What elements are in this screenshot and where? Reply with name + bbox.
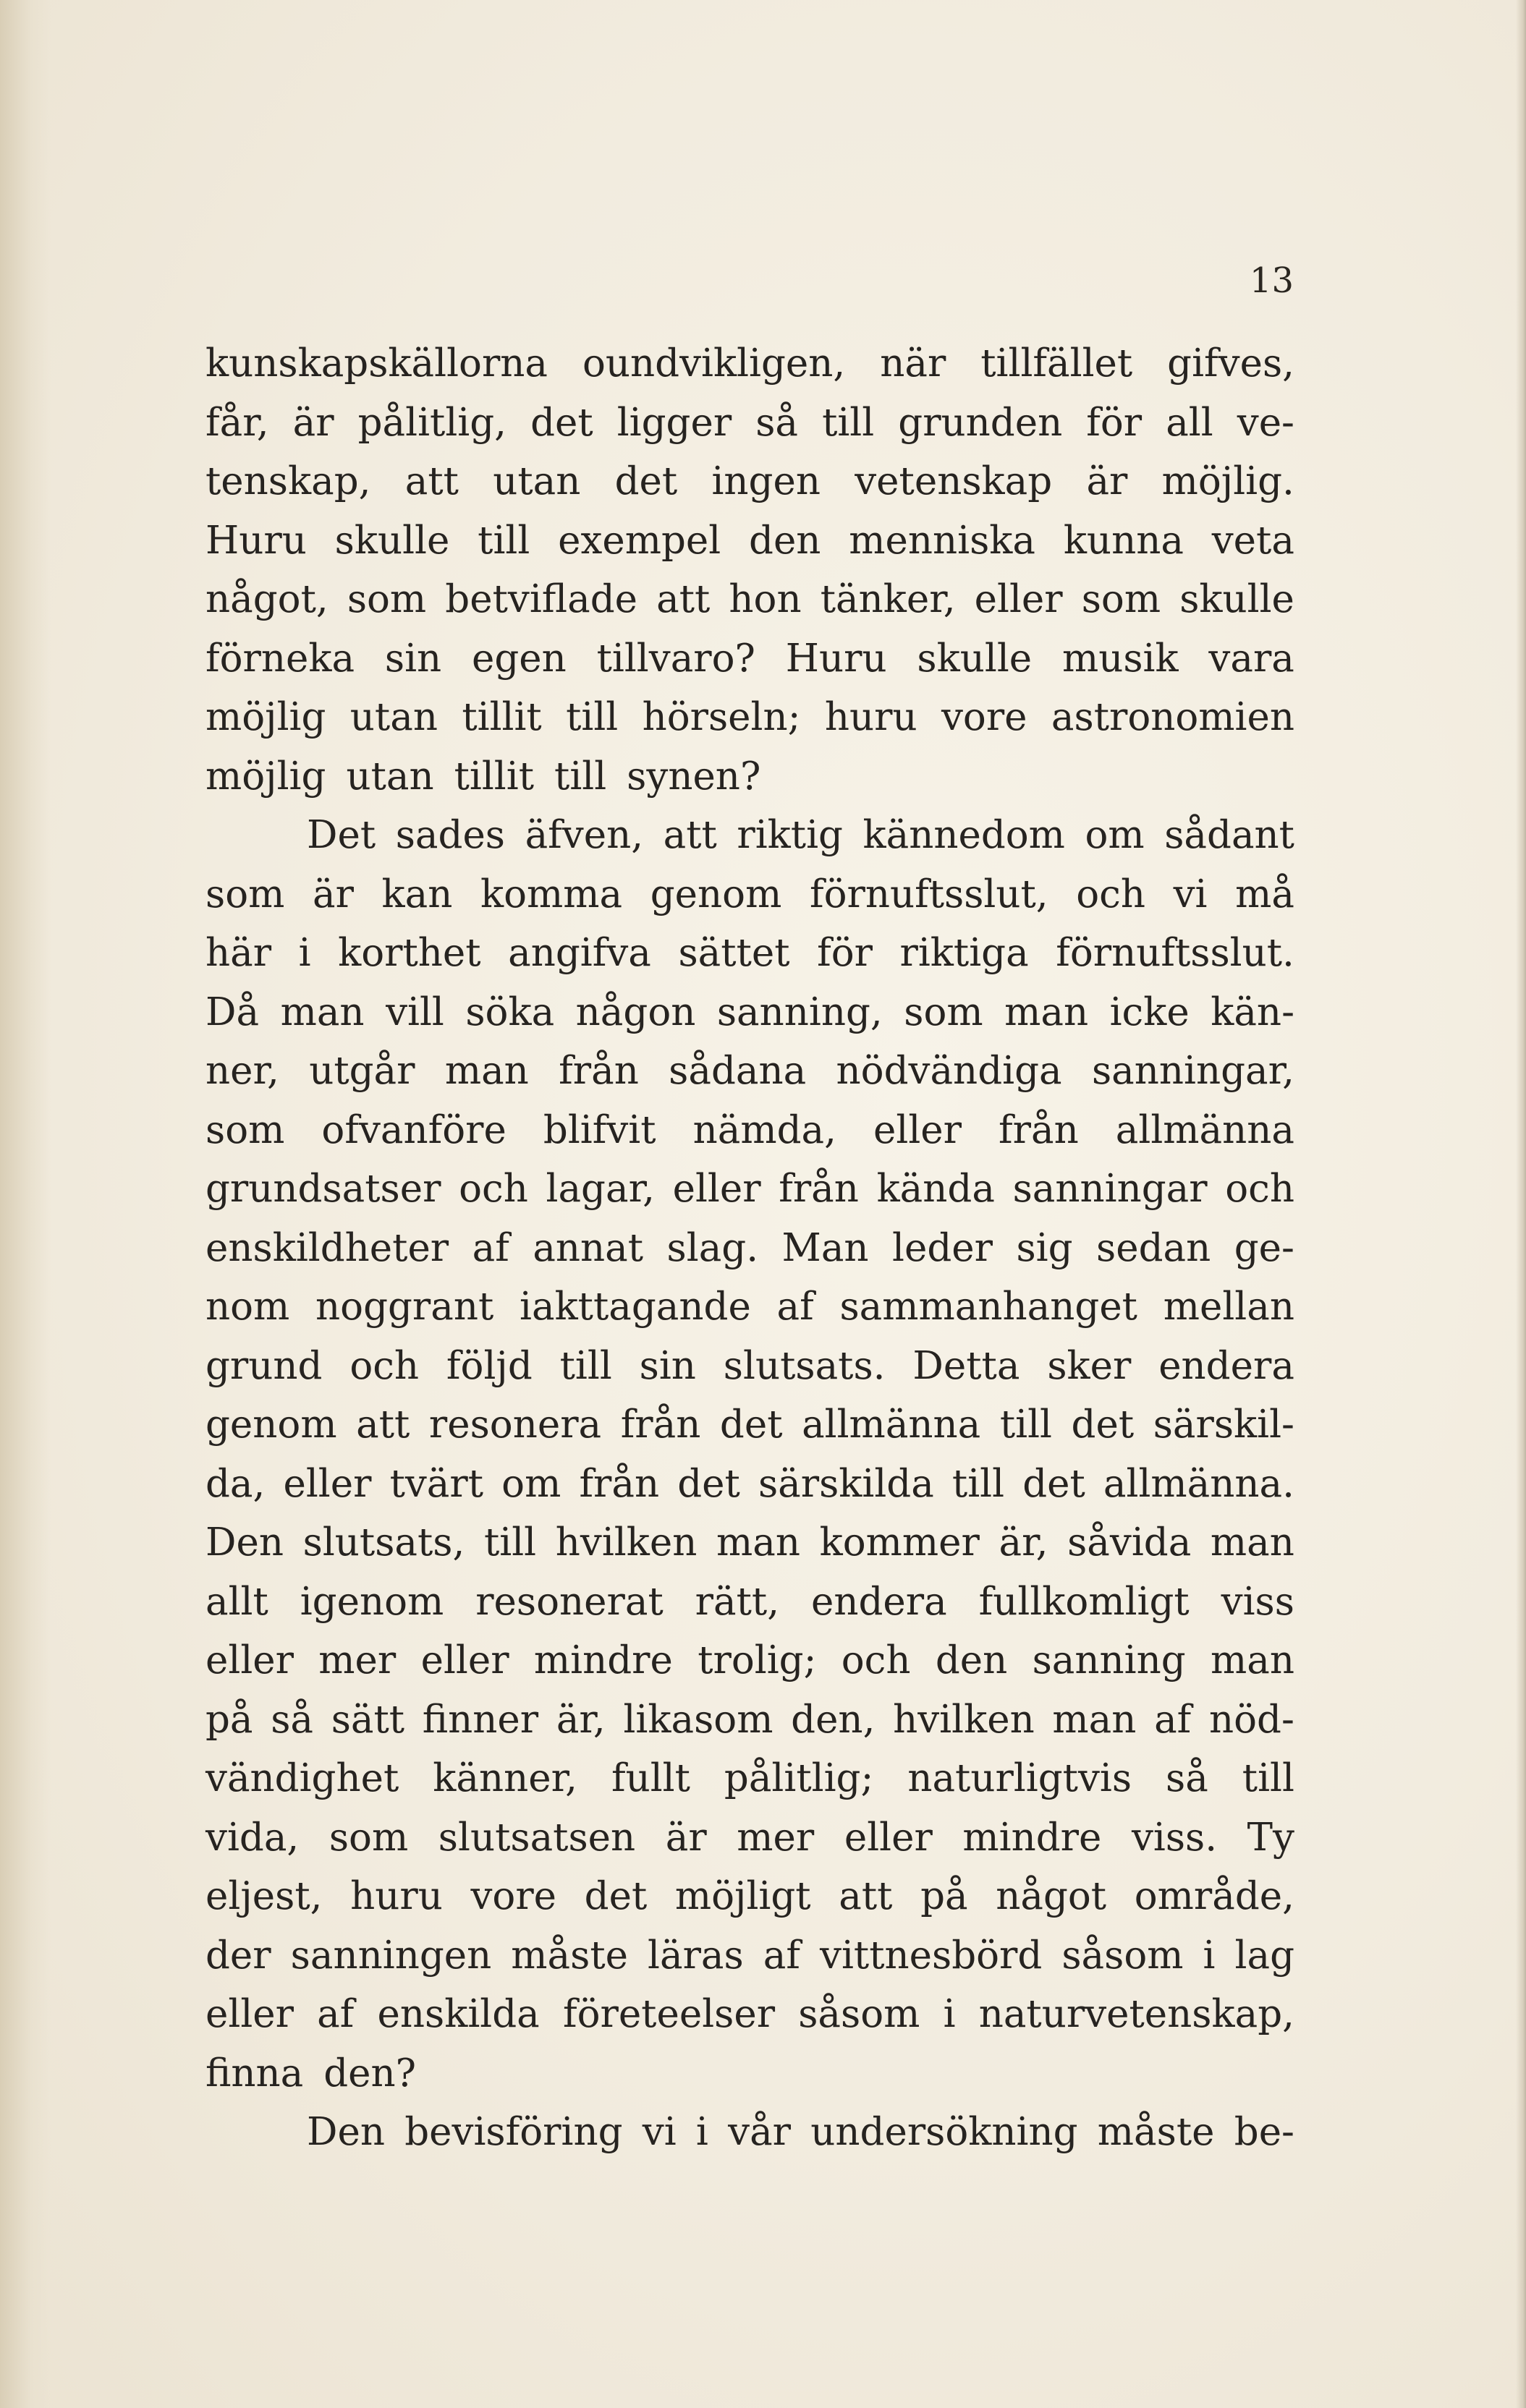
word: menniska	[849, 518, 1036, 563]
word: som	[1081, 577, 1161, 621]
word: och	[459, 1167, 528, 1211]
word: äfven,	[525, 813, 644, 857]
word: hon	[729, 577, 802, 621]
text-line	[205, 1337, 1294, 1396]
word: lagar,	[546, 1167, 655, 1211]
word: viss.	[1131, 1815, 1218, 1860]
word: att	[656, 577, 711, 621]
word: det	[584, 1874, 648, 1918]
text-line	[205, 983, 1294, 1042]
word: sådana	[669, 1049, 807, 1093]
word: sanning,	[716, 990, 883, 1034]
text-line	[205, 2103, 1294, 2162]
word: Den	[307, 2110, 385, 2154]
text-line	[205, 1573, 1294, 1632]
text-line	[205, 1219, 1294, 1278]
word: viss	[1221, 1579, 1294, 1624]
word: så	[1166, 1756, 1208, 1800]
word: eller	[974, 577, 1063, 621]
word: annat	[533, 1225, 644, 1270]
word: Man	[781, 1225, 869, 1270]
word: vore	[470, 1874, 557, 1918]
word: måste	[511, 1933, 628, 1978]
word: utgår	[309, 1049, 415, 1093]
text-line	[205, 865, 1294, 924]
word: sig	[1016, 1225, 1073, 1270]
text-line	[205, 570, 1294, 629]
word: grund	[205, 1343, 323, 1388]
text-line	[205, 1101, 1294, 1160]
word: lag	[1234, 1933, 1294, 1978]
word: till	[999, 1403, 1052, 1447]
word: får,	[205, 400, 269, 445]
word: slutsats.	[723, 1343, 886, 1388]
word: slag.	[666, 1225, 759, 1270]
word: Huru	[785, 636, 887, 681]
word: ner,	[205, 1049, 279, 1093]
word: eller	[420, 1638, 509, 1682]
word: riktig	[737, 813, 843, 857]
word: kommer	[819, 1520, 980, 1565]
word: vi	[1173, 872, 1208, 916]
word: och	[841, 1638, 911, 1682]
word: leder	[892, 1225, 993, 1270]
word: nom	[205, 1285, 290, 1329]
word: är	[292, 400, 334, 445]
page-edge-shadow	[1516, 0, 1526, 2408]
word: skulle	[334, 518, 450, 563]
word: det	[719, 1403, 783, 1447]
word: på	[920, 1874, 968, 1918]
word: som	[347, 577, 427, 621]
word: grunden	[898, 400, 1063, 445]
word: kän-	[1211, 990, 1294, 1034]
word: vara	[1208, 636, 1294, 681]
word: att	[839, 1874, 893, 1918]
word: är	[312, 872, 354, 916]
word: musik	[1061, 636, 1179, 681]
word: sanning	[1032, 1638, 1186, 1682]
text-line	[205, 806, 1294, 865]
word: da,	[205, 1461, 266, 1506]
word: angifva	[508, 931, 651, 975]
word: komma	[480, 872, 623, 916]
text-line	[205, 1513, 1294, 1573]
word: den?	[323, 2051, 417, 2096]
word: i	[943, 1992, 956, 2036]
word: tillit	[462, 695, 542, 739]
word: sanningar	[1012, 1167, 1208, 1211]
word: om	[501, 1461, 561, 1506]
word: mer	[737, 1815, 815, 1860]
word: som	[328, 1815, 409, 1860]
word: kännedom	[862, 813, 1065, 857]
word: man	[1004, 990, 1089, 1034]
word: riktiga	[899, 931, 1029, 975]
word: till	[1242, 1756, 1294, 1800]
word: från	[559, 1049, 639, 1093]
word: och	[1076, 872, 1145, 916]
word: Den	[205, 1520, 284, 1565]
text-line	[205, 511, 1294, 571]
word: från	[999, 1107, 1079, 1152]
word: exempel	[558, 518, 721, 563]
text-line	[205, 1042, 1294, 1101]
word: mer	[318, 1638, 397, 1682]
word: ve-	[1237, 400, 1294, 445]
text-line	[205, 747, 1294, 807]
word: område,	[1134, 1874, 1294, 1918]
word: kan	[381, 872, 453, 916]
word: den,	[791, 1697, 876, 1742]
word: tillfället	[980, 341, 1133, 386]
word: man	[280, 990, 365, 1034]
word: för	[1086, 400, 1143, 445]
word: pålitlig,	[357, 400, 507, 445]
word: mindre	[962, 1815, 1102, 1860]
word: Ty	[1247, 1815, 1294, 1860]
word: finna	[205, 2051, 304, 2096]
word: möjligt	[674, 1874, 811, 1918]
word: sker	[1047, 1343, 1132, 1388]
word: allmänna	[1115, 1107, 1294, 1152]
word: naturvetenskap,	[978, 1992, 1294, 2036]
word: det	[1022, 1461, 1085, 1506]
word: fullt	[611, 1756, 690, 1800]
word: huru	[824, 695, 917, 739]
word: man	[444, 1049, 529, 1093]
word: på	[205, 1697, 253, 1742]
word: för	[817, 931, 873, 975]
word: af	[776, 1285, 814, 1329]
word: tänker,	[820, 577, 956, 621]
word: förnuftsslut,	[809, 872, 1048, 916]
word: må	[1235, 872, 1294, 916]
word: till	[951, 1461, 1005, 1506]
word: söka	[465, 990, 555, 1034]
text-line	[205, 1395, 1294, 1455]
word: vetenskap	[855, 459, 1053, 503]
word: tillvaro?	[596, 636, 755, 681]
word: ingen	[711, 459, 821, 503]
word: bevisföring	[404, 2110, 623, 2154]
word: der	[205, 1933, 271, 1978]
word: från	[620, 1403, 701, 1447]
word: om	[1085, 813, 1145, 857]
word: eller	[672, 1167, 761, 1211]
word: sin	[384, 636, 442, 681]
word: i	[1203, 1933, 1216, 1978]
word: är,	[999, 1520, 1048, 1565]
word: grundsatser	[205, 1167, 441, 1211]
word: rätt,	[695, 1579, 780, 1624]
word: korthet	[338, 931, 481, 975]
word: Det	[307, 813, 376, 857]
word: sades	[395, 813, 506, 857]
word: nödvändiga	[836, 1049, 1062, 1093]
word: är	[1086, 459, 1128, 503]
word: hörseln;	[642, 695, 801, 739]
word: igenom	[300, 1579, 444, 1624]
word: egen	[472, 636, 567, 681]
text-line	[205, 1631, 1294, 1690]
word: skulle	[917, 636, 1033, 681]
word: gifves,	[1167, 341, 1294, 386]
word: att	[356, 1403, 410, 1447]
word: endera	[1158, 1343, 1294, 1388]
word: af	[1154, 1697, 1192, 1742]
word: endera	[810, 1579, 947, 1624]
word: blifvit	[543, 1107, 656, 1152]
word: i	[695, 2110, 708, 2154]
word: är	[665, 1815, 707, 1860]
word: vår	[728, 2110, 792, 2154]
word: känner,	[433, 1756, 577, 1800]
word: synen?	[627, 754, 761, 799]
word: hvilken	[893, 1697, 1035, 1742]
word: att	[663, 813, 717, 857]
word: sedan	[1096, 1225, 1211, 1270]
word: eller	[205, 1638, 294, 1682]
word: vida,	[205, 1815, 300, 1860]
word: noggrant	[315, 1285, 494, 1329]
word: astronomien	[1051, 695, 1294, 739]
word: möjlig	[205, 754, 326, 799]
word: den	[935, 1638, 1008, 1682]
word: Detta	[912, 1343, 1020, 1388]
text-line	[205, 924, 1294, 983]
word: vittnesbörd	[820, 1933, 1043, 1978]
word: som	[205, 872, 285, 916]
word: ligger	[616, 400, 732, 445]
text-line	[205, 1926, 1294, 1986]
word: är,	[556, 1697, 606, 1742]
word: man	[1211, 1638, 1294, 1682]
word: från	[779, 1167, 859, 1211]
word: man	[1052, 1697, 1137, 1742]
word: att	[404, 459, 459, 503]
word: nöd-	[1208, 1697, 1294, 1742]
word: eller	[205, 1992, 294, 2036]
word: här	[205, 931, 272, 975]
text-line	[205, 2044, 1294, 2103]
word: till	[483, 1520, 537, 1565]
word: det	[614, 459, 678, 503]
word: såsom	[798, 1992, 920, 2036]
word: mindre	[533, 1638, 673, 1682]
word: veta	[1211, 518, 1294, 563]
word: ofvanföre	[321, 1107, 506, 1152]
word: vore	[941, 695, 1027, 739]
text-line	[205, 1455, 1294, 1514]
word: pålitlig;	[724, 1756, 874, 1800]
word: man	[716, 1520, 800, 1565]
page-binding-shadow	[0, 0, 51, 2408]
word: tillit	[454, 754, 535, 799]
word: som	[205, 1107, 285, 1152]
word: af	[317, 1992, 355, 2036]
text-line	[205, 1808, 1294, 1868]
word: allmänna.	[1103, 1461, 1294, 1506]
word: från	[579, 1461, 660, 1506]
word: skulle	[1179, 577, 1294, 621]
word: måste	[1097, 2110, 1215, 2154]
word: till	[822, 400, 875, 445]
text-line	[205, 1160, 1294, 1219]
word: sätt	[331, 1697, 405, 1742]
word: oundvikligen,	[582, 341, 846, 386]
word: företeelser	[562, 1992, 776, 2036]
word: allmänna	[802, 1403, 981, 1447]
word: och	[1225, 1167, 1294, 1211]
word: Huru	[205, 518, 307, 563]
word: vill	[386, 990, 444, 1034]
word: när	[880, 341, 946, 386]
word: tenskap,	[205, 459, 371, 503]
word: något	[996, 1874, 1107, 1918]
word: förnuftsslut.	[1056, 931, 1294, 975]
word: eller	[283, 1461, 372, 1506]
word: Då	[205, 990, 260, 1034]
word: och	[349, 1343, 420, 1388]
word: så	[271, 1697, 314, 1742]
word: så	[755, 400, 799, 445]
word: till	[478, 518, 530, 563]
word: af	[763, 1933, 800, 1978]
word: sanningen	[290, 1933, 492, 1978]
word: vändighet	[205, 1756, 399, 1800]
word: förneka	[205, 636, 355, 681]
word: till	[566, 695, 619, 739]
word: finner	[422, 1697, 539, 1742]
word: fullkomligt	[978, 1579, 1190, 1624]
text-line	[205, 629, 1294, 689]
word: kunna	[1063, 518, 1184, 563]
text-line	[205, 688, 1294, 747]
word: mellan	[1163, 1285, 1294, 1329]
word: sanningar,	[1091, 1049, 1294, 1093]
word: allt	[205, 1579, 268, 1624]
word: huru	[350, 1874, 443, 1918]
word: betviflade	[445, 577, 638, 621]
word: den	[749, 518, 821, 563]
word: eller	[844, 1815, 933, 1860]
word: trolig;	[698, 1638, 817, 1682]
word: det	[530, 400, 593, 445]
word: till	[554, 754, 607, 799]
word: tvärt	[389, 1461, 484, 1506]
word: särskil-	[1153, 1403, 1294, 1447]
word: likasom	[623, 1697, 773, 1742]
word: det	[1071, 1403, 1135, 1447]
word: naturligtvis	[907, 1756, 1132, 1800]
word: all	[1166, 400, 1213, 445]
text-line	[205, 1985, 1294, 2044]
word: utan	[349, 695, 438, 739]
text-line	[205, 1867, 1294, 1926]
word: hvilken	[555, 1520, 698, 1565]
text-line	[205, 452, 1294, 511]
word: såsom	[1061, 1933, 1184, 1978]
word: man	[1210, 1520, 1294, 1565]
page-number: 13	[1249, 260, 1294, 301]
word: enskildheter	[205, 1225, 449, 1270]
word: slutsatsen	[438, 1815, 636, 1860]
word: särskilda	[758, 1461, 934, 1506]
text-line	[205, 1277, 1294, 1337]
word: något,	[205, 577, 328, 621]
word: det	[677, 1461, 740, 1506]
word: sin	[639, 1343, 696, 1388]
text-line	[205, 334, 1294, 393]
word: genom	[205, 1403, 337, 1447]
text-line	[205, 393, 1294, 453]
word: ge-	[1234, 1225, 1294, 1270]
word: be-	[1234, 2110, 1294, 2154]
text-line	[205, 1749, 1294, 1808]
word: någon	[575, 990, 696, 1034]
word: sådant	[1164, 813, 1294, 857]
word: läras	[648, 1933, 744, 1978]
word: slutsats,	[302, 1520, 465, 1565]
word: eljest,	[205, 1874, 323, 1918]
word: enskilda	[377, 1992, 540, 2036]
word: kunskapskällorna	[205, 341, 548, 386]
word: följd	[446, 1343, 533, 1388]
word: kända	[876, 1167, 995, 1211]
word: undersökning	[810, 2110, 1078, 2154]
word: möjlig	[205, 695, 326, 739]
word: resonerat	[475, 1579, 664, 1624]
word: vi	[642, 2110, 677, 2154]
word: genom	[650, 872, 782, 916]
word: utan	[346, 754, 434, 799]
word: iakttagande	[520, 1285, 751, 1329]
word: sättet	[678, 931, 790, 975]
word: utan	[493, 459, 581, 503]
word: möjlig.	[1161, 459, 1294, 503]
word: i	[298, 931, 311, 975]
text-line	[205, 1690, 1294, 1750]
word: till	[559, 1343, 612, 1388]
word: nämda,	[692, 1107, 836, 1152]
word: resonera	[428, 1403, 602, 1447]
word: sammanhanget	[839, 1285, 1137, 1329]
word: som	[904, 990, 983, 1034]
word: icke	[1109, 990, 1190, 1034]
body-text	[205, 334, 1294, 2162]
word: eller	[873, 1107, 962, 1152]
word: såvida	[1067, 1520, 1192, 1565]
word: af	[472, 1225, 509, 1270]
